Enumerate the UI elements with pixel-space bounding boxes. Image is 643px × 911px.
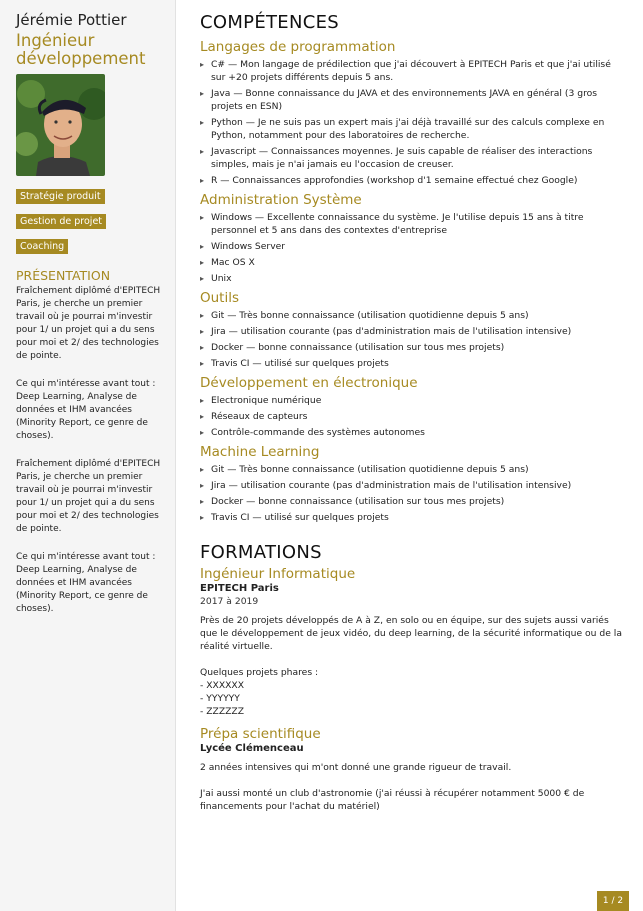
formation-description: 2 années intensives qui m'ont donné une grande rigueur de travail. xyxy=(200,762,512,773)
formation-title: Ingénieur Informatique xyxy=(200,566,356,582)
formation-description: Près de 20 projets développés de A à Z, en solo ou en équipe, sur des sujets aussi variés que le développement de jeux vidéo, du deep learning, de la sécurité informatique ou de la réalité virtuelle. xyxy=(200,615,622,652)
skill-item: ▸ C# — Mon langage de prédilection que j'ai découvert à EPITECH Paris et que j'ai utilisé sur +20 projets différents depuis 5 ans. xyxy=(200,58,628,84)
tag-strategie-produit: Stratégie produit xyxy=(16,189,105,204)
skill-item: ▸ Travis CI — utilisé sur quelques projets xyxy=(200,357,628,370)
skill-item: ▸ Mac OS X xyxy=(200,256,628,269)
skill-item: ▸ Python — Je ne suis pas un expert mais j'ai déjà travaillé sur des calculs complexe en Python, notamment pour des laboratoires de recherche. xyxy=(200,116,628,142)
profile-photo xyxy=(16,74,105,176)
formation-entry xyxy=(200,566,628,718)
skill-item: ▸ Travis CI — utilisé sur quelques projets xyxy=(200,511,628,524)
skill-item: ▸ Git — Très bonne connaissance (utilisation quotidienne depuis 5 ans) xyxy=(200,463,628,476)
skill-group-title: Administration Système xyxy=(200,192,362,208)
formation-entry xyxy=(200,726,628,813)
formation-projects: Quelques projets phares : - XXXXXX - YYYYYY - ZZZZZZ xyxy=(200,667,319,717)
skill-group-electronique xyxy=(200,375,628,439)
formation-date: 2017 à 2019 xyxy=(200,596,259,607)
skill-item: ▸ Docker — bonne connaissance (utilisation sur tous mes projets) xyxy=(200,495,628,508)
skill-item: ▸ Unix xyxy=(200,272,628,285)
page-indicator: 1 / 2 xyxy=(597,891,629,911)
presentation-paragraph: Fraîchement diplômé d'EPITECH Paris, je cherche un premier travail où je pourrai m'investir pour 1/ un projet qui a du sens pour moi et 2/ des technologies de pointe. xyxy=(16,286,161,361)
presentation-text xyxy=(16,285,161,616)
tag-list xyxy=(16,184,161,259)
presentation-heading: PRÉSENTATION xyxy=(16,268,111,283)
skill-group-title: Langages de programmation xyxy=(200,39,396,55)
presentation-paragraph: Fraîchement diplômé d'EPITECH Paris, je cherche un premier travail où je pourrai m'investir pour 1/ un projet qui a du sens pour moi et 2/ des technologies de pointe. xyxy=(16,459,161,534)
skill-item: ▸ Windows — Excellente connaissance du système. Je l'utilise depuis 15 ans à titre personnel et 5 ans dans des contextes d'entreprise xyxy=(200,211,628,237)
skill-item: ▸ Java — Bonne connaissance du JAVA et des environnements JAVA en général (3 gros projets en ESN) xyxy=(200,87,628,113)
skill-item: ▸ Javascript — Connaissances moyennes. Je suis capable de réaliser des interactions simples, mais je n'ai jamais eu l'occasion de creuser. xyxy=(200,145,628,171)
skill-item: ▸ Réseaux de capteurs xyxy=(200,410,628,423)
sidebar xyxy=(0,0,176,911)
formation-title: Prépa scientifique xyxy=(200,726,321,742)
skill-item: ▸ R — Connaissances approfondies (workshop d'1 semaine effectué chez Google) xyxy=(200,174,628,187)
skill-group-outils xyxy=(200,290,628,370)
competences-heading: COMPÉTENCES xyxy=(200,12,339,33)
skill-item: ▸ Electronique numérique xyxy=(200,394,628,407)
skill-item: ▸ Jira — utilisation courante (pas d'administration mais de l'utilisation intensive) xyxy=(200,325,628,338)
main-content xyxy=(200,12,628,813)
formation-description: J'ai aussi monté un club d'astronomie (j'ai réussi à récupérer notamment 5000 € de financements pour l'achat du matériel) xyxy=(200,788,585,812)
candidate-role: Ingénieur développement xyxy=(16,31,146,68)
skill-item: ▸ Docker — bonne connaissance (utilisation sur tous mes projets) xyxy=(200,341,628,354)
formation-school: Lycée Clémenceau xyxy=(200,743,304,754)
presentation-paragraph: Ce qui m'intéresse avant tout : Deep Learning, Analyse de données et IHM avancées (Minority Report, ce genre de choses). xyxy=(16,379,156,441)
tag-coaching: Coaching xyxy=(16,239,68,254)
formation-school: EPITECH Paris xyxy=(200,583,279,594)
skill-group-admin-systeme xyxy=(200,192,628,285)
skill-item: ▸ Contrôle-commande des systèmes autonomes xyxy=(200,426,628,439)
skill-item: ▸ Windows Server xyxy=(200,240,628,253)
presentation-paragraph: Ce qui m'intéresse avant tout : Deep Learning, Analyse de données et IHM avancées (Minority Report, ce genre de choses). xyxy=(16,552,156,614)
formations-heading: FORMATIONS xyxy=(200,542,322,563)
skill-group-title: Outils xyxy=(200,290,240,306)
skill-group-langages xyxy=(200,39,628,187)
skill-group-title: Développement en électronique xyxy=(200,375,418,391)
skill-item: ▸ Git — Très bonne connaissance (utilisation quotidienne depuis 5 ans) xyxy=(200,309,628,322)
skill-group-machine-learning xyxy=(200,444,628,524)
tag-gestion-de-projet: Gestion de projet xyxy=(16,214,106,229)
candidate-name: Jérémie Pottier xyxy=(16,11,127,29)
skill-group-title: Machine Learning xyxy=(200,444,320,460)
skill-item: ▸ Jira — utilisation courante (pas d'administration mais de l'utilisation intensive) xyxy=(200,479,628,492)
